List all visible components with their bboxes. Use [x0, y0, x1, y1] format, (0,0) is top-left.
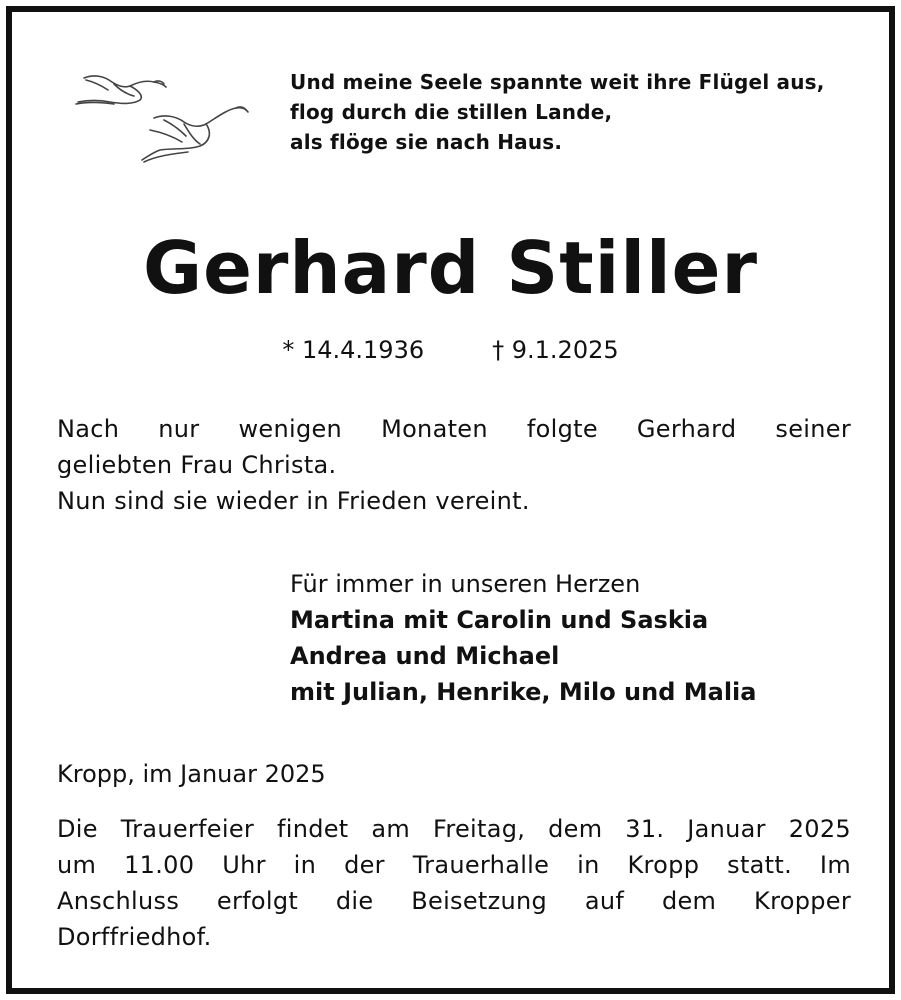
signer-name: mit Julian, Henrike, Milo und Malia — [290, 678, 757, 706]
deceased-name: Gerhard Stiller — [142, 226, 759, 310]
signers-intro: Für immer in unseren Herzen — [290, 570, 641, 598]
message-line: Nach nur wenigen Monaten folgte Gerhard seiner — [57, 415, 851, 443]
two-doves-icon — [64, 60, 254, 170]
message-paragraph — [57, 411, 851, 519]
obituary-frame — [6, 6, 895, 994]
message-line: geliebten Frau Christa. — [57, 451, 337, 479]
birth-date: * 14.4.1936 — [282, 336, 425, 364]
signer-name: Martina mit Carolin und Saskia — [290, 606, 709, 634]
signers-block — [290, 566, 756, 710]
funeral-line: Die Trauerfeier findet am Freitag, dem 31. Januar 2025 — [57, 815, 851, 843]
funeral-line: Anschluss erfolgt die Beisetzung auf dem Kropper — [57, 887, 851, 915]
funeral-line: um 11.00 Uhr in der Trauerhalle in Kropp statt. Im — [57, 851, 851, 879]
poem-line: Und meine Seele spannte weit ihre Flügel aus, — [290, 70, 825, 94]
funeral-line: Dorffriedhof. — [57, 923, 212, 951]
place-and-date: Kropp, im Januar 2025 — [57, 760, 326, 788]
signer-name: Andrea und Michael — [290, 642, 560, 670]
life-dates — [12, 334, 889, 366]
poem-line: flog durch die stillen Lande, — [290, 100, 613, 124]
poem-line: als flöge sie nach Haus. — [290, 130, 563, 154]
death-date: † 9.1.2025 — [492, 336, 619, 364]
poem-verse — [290, 67, 825, 157]
funeral-notice — [57, 811, 851, 955]
message-line: Nun sind sie wieder in Frieden vereint. — [57, 487, 530, 515]
